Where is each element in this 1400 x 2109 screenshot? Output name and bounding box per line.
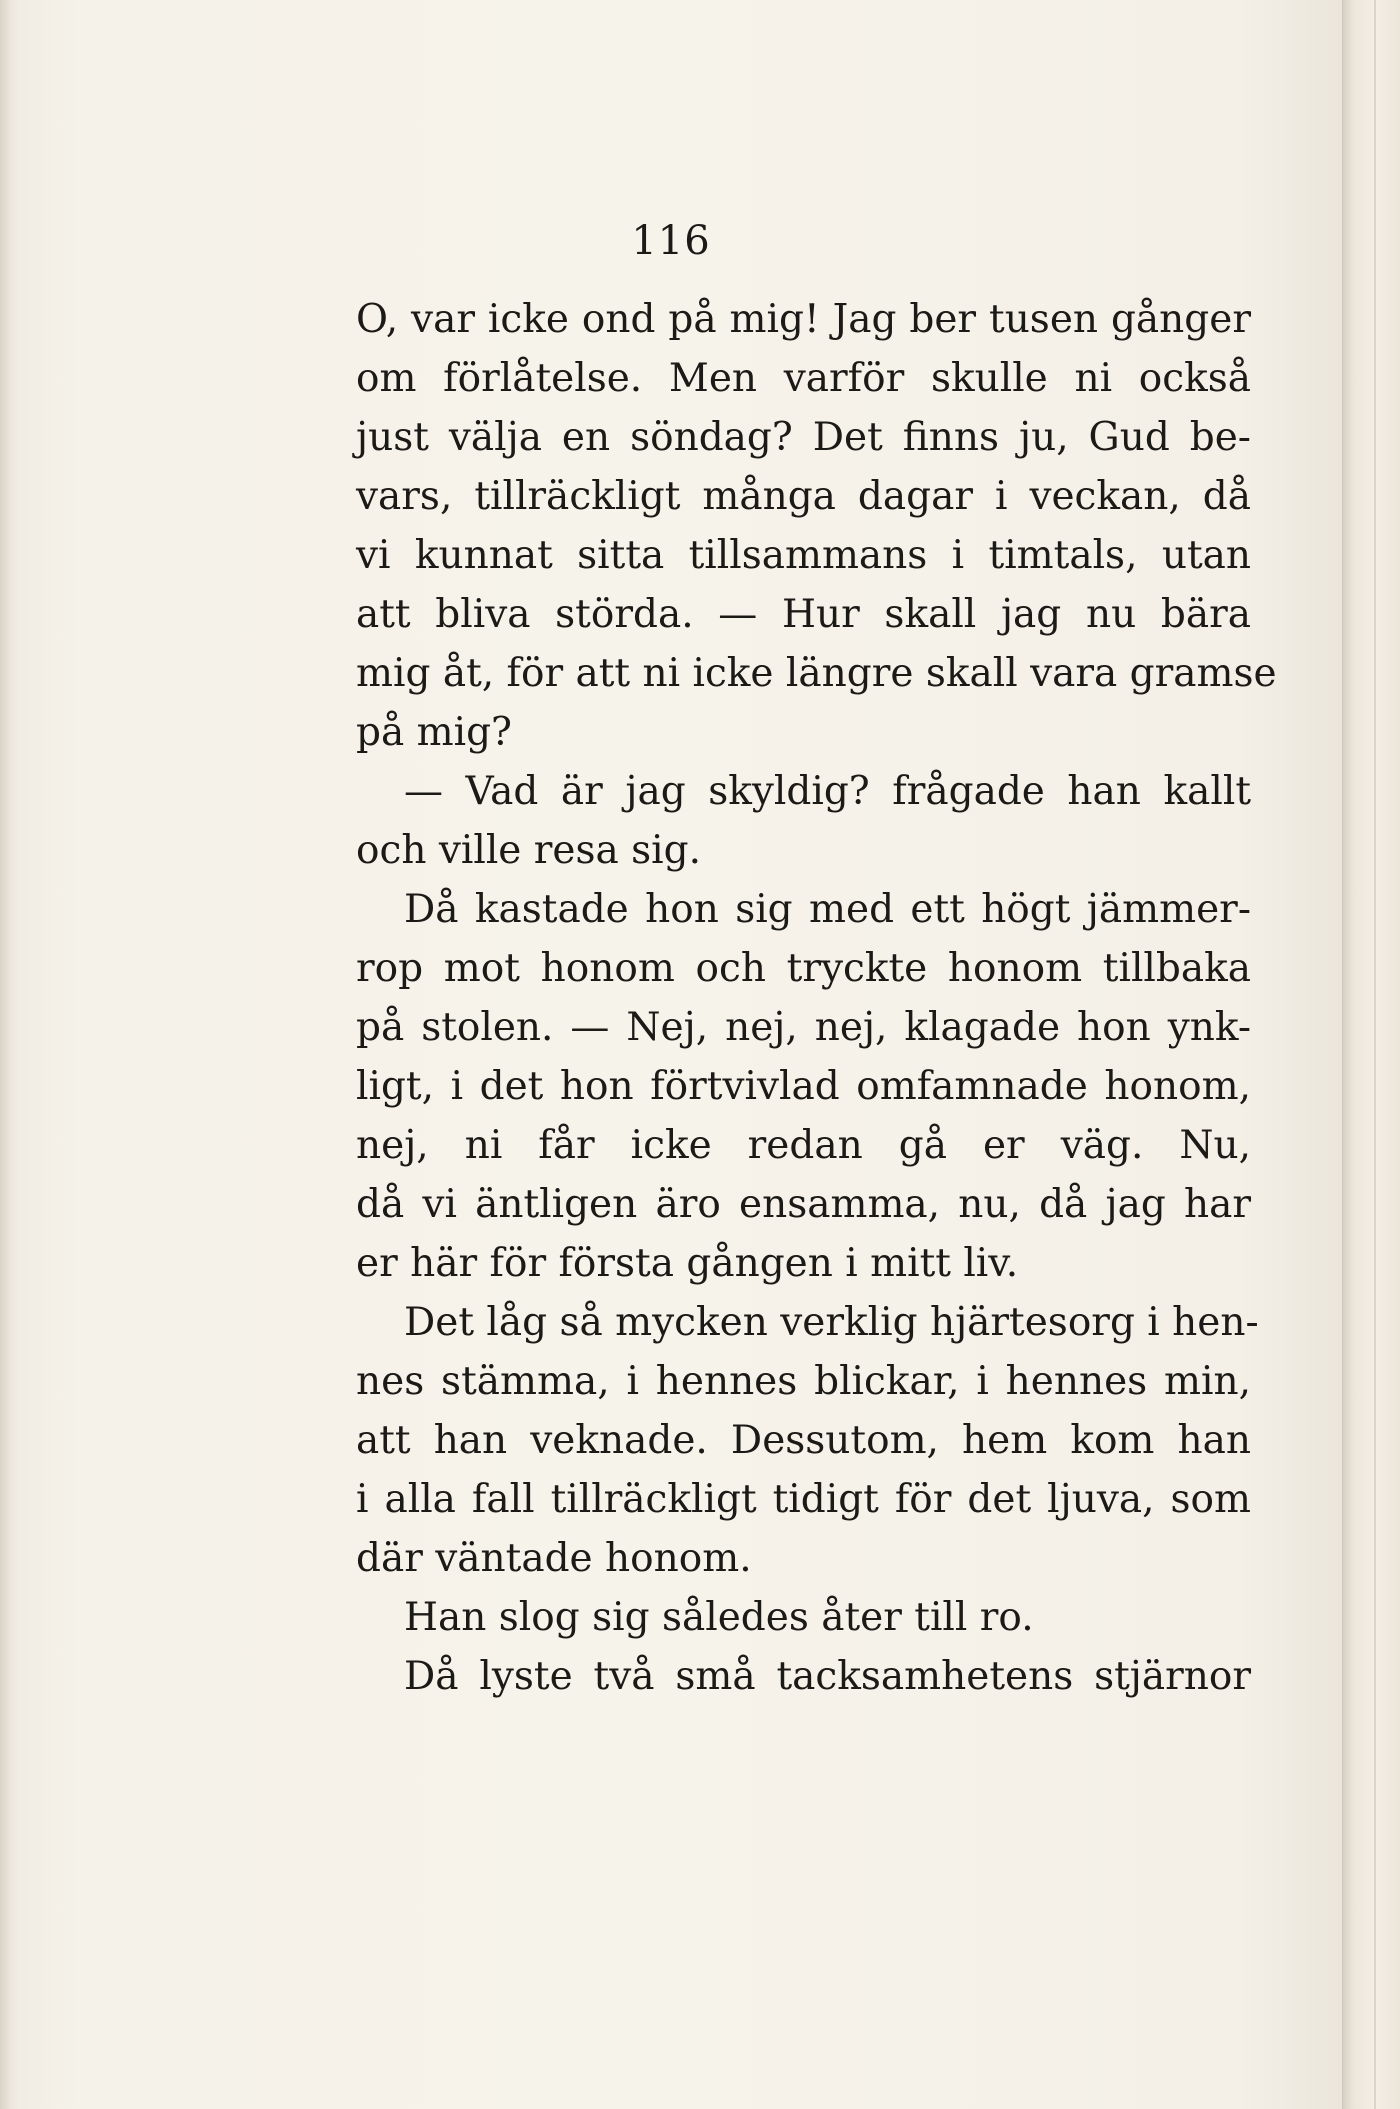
text-line: — Vad är jag skyldig? frågade han kallt [404, 769, 1251, 814]
text-line: och ville resa sig. [356, 828, 702, 873]
text-line: rop mot honom och tryckte honom tillbaka [356, 946, 1251, 991]
text-line: i alla fall tillräckligt tidigt för det ljuva, som [356, 1477, 1251, 1522]
text-line: Då kastade hon sig med ett högt jämmer- [404, 887, 1251, 932]
text-line: om förlåtelse. Men varför skulle ni också [356, 356, 1251, 401]
text-line: på stolen. — Nej, nej, nej, klagade hon ynk- [356, 1005, 1251, 1050]
text-line: er här för första gången i mitt liv. [356, 1241, 1019, 1286]
text-line: vars, tillräckligt många dagar i veckan, då [356, 474, 1251, 519]
text-line: där väntade honom. [356, 1536, 752, 1581]
text-line: att bliva störda. — Hur skall jag nu bära [356, 592, 1251, 637]
text-line: just välja en söndag? Det finns ju, Gud be- [356, 415, 1251, 460]
page-edge-line [1374, 0, 1376, 2109]
text-line: mig åt, för att ni icke längre skall vara gramse [356, 651, 1277, 696]
text-line: Då lyste två små tacksamhetens stjärnor [404, 1654, 1251, 1699]
page-number: 116 [631, 218, 711, 264]
text-line: Han slog sig således åter till ro. [404, 1595, 1034, 1640]
text-line: ligt, i det hon förtvivlad omfamnade honom, [356, 1064, 1251, 1109]
text-line: nej, ni får icke redan gå er väg. Nu, [356, 1123, 1251, 1168]
text-line: att han veknade. Dessutom, hem kom han [356, 1418, 1251, 1463]
page-edge [1342, 0, 1400, 2109]
text-line: nes stämma, i hennes blickar, i hennes min, [356, 1359, 1251, 1404]
text-line: då vi äntligen äro ensamma, nu, då jag har [356, 1182, 1251, 1227]
text-line: vi kunnat sitta tillsammans i timtals, utan [356, 533, 1251, 578]
text-line: på mig? [356, 710, 512, 755]
text-line: Det låg så mycken verklig hjärtesorg i hen- [404, 1300, 1259, 1345]
body-text [356, 290, 1277, 1706]
text-line: O, var icke ond på mig! Jag ber tusen gånger [356, 297, 1251, 342]
page-gutter-shadow [0, 0, 18, 2109]
